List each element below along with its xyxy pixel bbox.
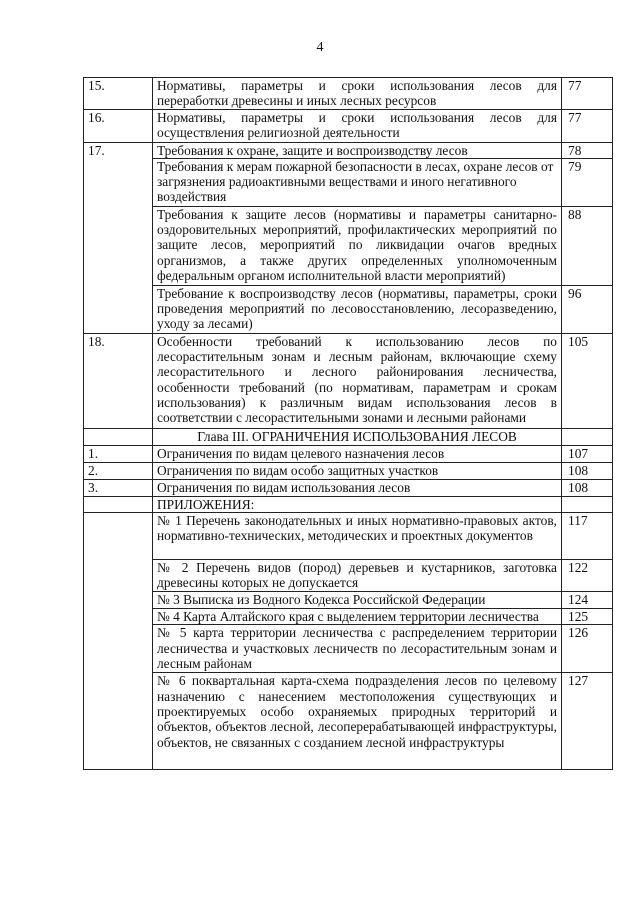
row-page: 122 (562, 560, 613, 592)
row-title: № 4 Карта Алтайского края с выделением территории лесничества (153, 609, 562, 625)
row-title: Особенности требований к использованию лесов по лесорастительным зонам и лесным районам, включающие схему лесорастительного и лесного районирования лесничества, особенности требований (по нормативам, параметрам и срокам использования) к различным видам использования лесов в соответствии с лесорастительными зонами и лесными районами (153, 333, 562, 428)
row-page: 105 (562, 333, 613, 428)
row-number (84, 206, 153, 285)
table-row (84, 479, 613, 496)
row-number (84, 158, 153, 206)
row-page: 79 (562, 158, 613, 206)
row-title: Нормативы, параметры и сроки использования лесов для осуществления религиозной деятельности (153, 109, 562, 142)
row-title: Требования к мерам пожарной безопасности в лесах, охране лесов от загрязнения радиоактивными веществами и иного негативного воздействия (153, 158, 562, 206)
row-number: 18. (84, 333, 153, 428)
row-title: Ограничения по видам целевого назначения лесов (153, 445, 562, 462)
row-number (84, 609, 153, 625)
table-row (84, 142, 613, 158)
table-row (84, 592, 613, 609)
table-row (84, 285, 613, 333)
page-number: 4 (316, 40, 324, 55)
table-row (84, 496, 613, 512)
row-page: 88 (562, 206, 613, 285)
chapter-heading: Глава III. ОГРАНИЧЕНИЯ ИСПОЛЬЗОВАНИЯ ЛЕСОВ (153, 428, 562, 445)
row-title: Требования к охране, защите и воспроизводству лесов (153, 142, 562, 158)
row-title: № 2 Перечень видов (пород) деревьев и кустарников, заготовка древесины которых не допускается (153, 560, 562, 592)
table-row (84, 462, 613, 479)
table-row (84, 158, 613, 206)
row-page: 108 (562, 462, 613, 479)
row-title: № 6 поквартальная карта-схема подразделения лесов по целевому назначению с нанесением местоположения существующих и проектируемых особо охраняемых природных территорий и объектов, объектов лесной, лесоперерабатывающей инфраструктуры, объектов, не связанных с созданием лесной инфраструктуры (153, 673, 562, 770)
table-row (84, 428, 613, 445)
row-page: 107 (562, 445, 613, 462)
row-page: 124 (562, 592, 613, 609)
table-row (84, 206, 613, 285)
row-page: 78 (562, 142, 613, 158)
row-number (84, 285, 153, 333)
row-page: 127 (562, 673, 613, 770)
row-number (84, 496, 153, 512)
row-number (84, 513, 153, 560)
row-title: Ограничения по видам использования лесов (153, 479, 562, 496)
row-page: 126 (562, 625, 613, 673)
row-number: 15. (84, 78, 153, 110)
row-title: Требование к воспроизводству лесов (нормативы, параметры, сроки проведения мероприятий по лесовосстановлению, лесоразведению, уходу за лесами) (153, 285, 562, 333)
row-number (84, 560, 153, 592)
row-title: № 5 карта территории лесничества с распределением территории лесничества и участковых лесничеств по лесорастительным зонам и лесным районам (153, 625, 562, 673)
row-number (84, 428, 153, 445)
row-title: № 3 Выписка из Водного Кодекса Российской Федерации (153, 592, 562, 609)
table-row (84, 673, 613, 770)
row-title: Требования к защите лесов (нормативы и параметры санитарно-оздоровительных мероприятий, профилактических мероприятий по защите лесов, мероприятий по ликвидации очагов вредных организмов, а также других определенных уполномоченным федеральным органом исполнительной власти мероприятий) (153, 206, 562, 285)
row-page (562, 428, 613, 445)
table-row (84, 625, 613, 673)
row-page: 77 (562, 109, 613, 142)
table-row (84, 109, 613, 142)
table-row (84, 609, 613, 625)
row-page: 108 (562, 479, 613, 496)
row-page: 96 (562, 285, 613, 333)
row-number: 2. (84, 462, 153, 479)
row-number (84, 625, 153, 673)
row-number (84, 673, 153, 770)
row-number: 1. (84, 445, 153, 462)
table-row (84, 78, 613, 110)
row-number (84, 592, 153, 609)
row-title: Ограничения по видам особо защитных участков (153, 462, 562, 479)
table-of-contents (83, 77, 613, 770)
row-page: 117 (562, 513, 613, 560)
row-page (562, 496, 613, 512)
table-row (84, 333, 613, 428)
row-number: 3. (84, 479, 153, 496)
row-page: 125 (562, 609, 613, 625)
row-title: № 1 Перечень законодательных и иных нормативно-правовых актов, нормативно-технических, методических и проектных документов (153, 513, 562, 560)
row-page: 77 (562, 78, 613, 110)
table-row (84, 445, 613, 462)
table-row (84, 513, 613, 560)
section-heading: ПРИЛОЖЕНИЯ: (153, 496, 562, 512)
row-title: Нормативы, параметры и сроки использования лесов для переработки древесины и иных лесных ресурсов (153, 78, 562, 110)
row-number: 17. (84, 142, 153, 158)
row-number: 16. (84, 109, 153, 142)
table-row (84, 560, 613, 592)
